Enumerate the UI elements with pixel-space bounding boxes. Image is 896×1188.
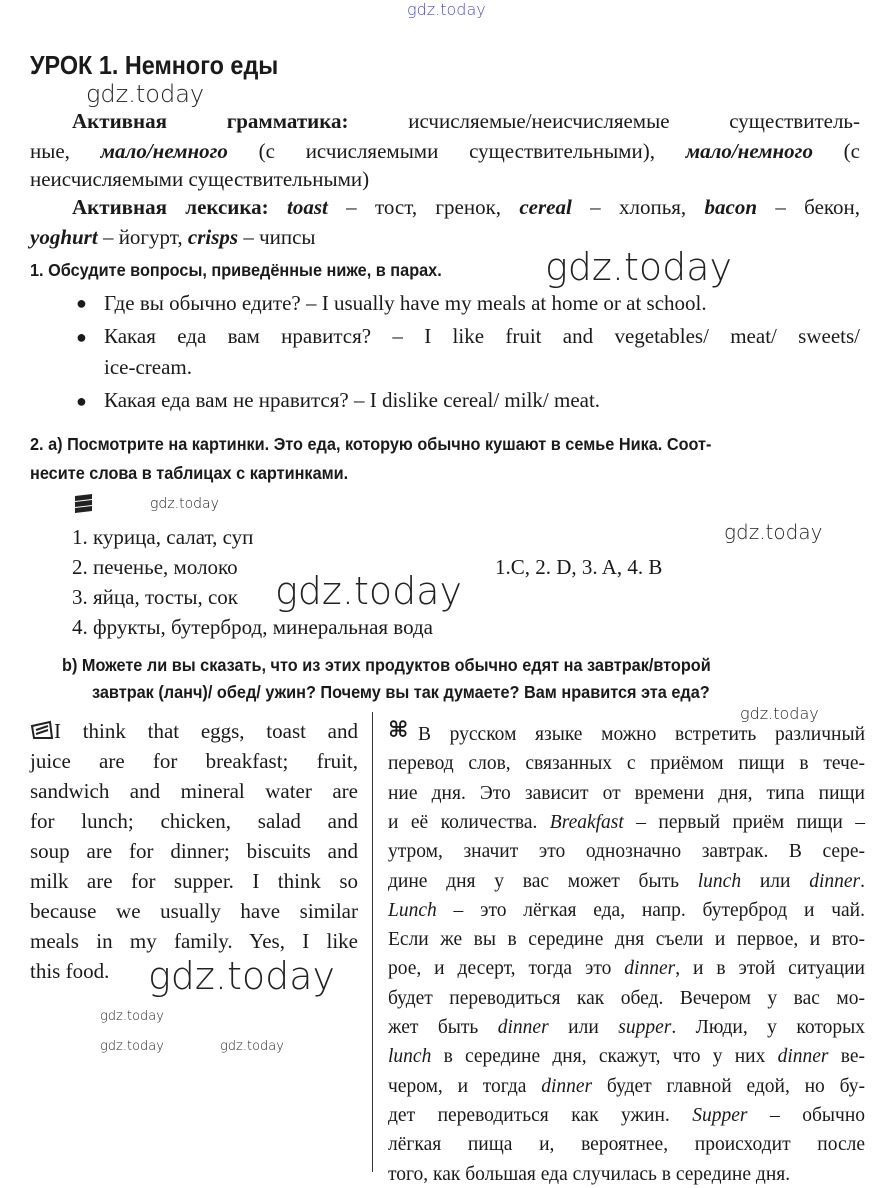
watermark: gdz.today: [148, 954, 335, 998]
text-segment: дет переводиться как ужин.: [388, 1104, 693, 1126]
text-line: [388, 869, 865, 895]
watermark: gdz.today: [545, 245, 732, 289]
text-segment: dinner: [541, 1075, 593, 1097]
list-item: Какая еда вам не нравится? – I dislike cereal/ milk/ meat.: [104, 388, 601, 412]
text-line: [388, 1015, 865, 1041]
text-segment: в середине дня, скажут, что у них: [431, 1046, 778, 1068]
text-segment: жет быть: [388, 1017, 498, 1038]
text-line: [388, 927, 865, 953]
text-segment: исчисляемые/неисчисляемые существитель-: [348, 109, 860, 133]
text-line: this food.: [30, 959, 110, 983]
text-segment: – тост, гренок,: [327, 195, 520, 219]
bullet-icon: ●: [76, 293, 87, 313]
text-segment: , и в этой ситуации: [675, 958, 865, 980]
text-segment: будет главной едой, но бу-: [592, 1075, 865, 1097]
list-item: Какая еда вам нравится? – I like fruit and vegetables/ meat/ sweets/: [104, 324, 860, 348]
text-segment: или: [548, 1017, 619, 1038]
book-icon: [72, 492, 96, 514]
text-segment: ные,: [30, 139, 101, 163]
watermark: gdz.today: [86, 80, 205, 108]
text-line: [388, 810, 865, 836]
text-line: for lunch; chicken, salad and: [30, 809, 358, 833]
bullet-icon: ●: [76, 327, 87, 347]
text-line: [388, 751, 865, 777]
text-line: [388, 1132, 865, 1158]
text-line: [388, 839, 865, 865]
text-segment: – чипсы: [238, 225, 316, 249]
text-segment: (с: [812, 139, 860, 163]
watermark: gdz.today: [150, 496, 219, 512]
page-title: УРОК 1. Немного еды: [30, 50, 279, 80]
text-line: [388, 1074, 865, 1100]
text-segment: – бекон,: [757, 195, 861, 219]
watermark: gdz.today: [724, 520, 823, 544]
text-line: [418, 722, 865, 748]
task2b-heading: b) Можете ли вы сказать, что из этих продуктов обычно едят на завтрак/второй: [62, 655, 711, 675]
text-segment: Активная лексика:: [72, 195, 269, 219]
text-segment: утром, значит это однозначно завтрак. В сере-: [388, 841, 865, 863]
text-segment: того, как большая еда случилась в середине дня.: [388, 1163, 791, 1185]
text-line: sandwich and mineral water are: [30, 779, 358, 803]
task2b-heading: завтрак (ланч)/ обед/ ужин? Почему вы так думаете? Вам нравится эта еда?: [92, 682, 710, 702]
text-line: [72, 108, 860, 134]
text-segment: Breakfast: [549, 811, 624, 833]
text-line: [388, 898, 865, 924]
text-segment: crisps: [187, 225, 239, 249]
text-line: soup are for dinner; biscuits and: [30, 839, 358, 863]
command-icon: ⌘: [388, 718, 409, 743]
text-segment: ние дня. Это зависит от времени дня, типа пищи: [388, 782, 865, 804]
text-segment: или: [741, 870, 810, 892]
text-line: [388, 1044, 865, 1070]
list-item: Где вы обычно едите? – I usually have my meals at home or at school.: [104, 291, 707, 315]
text-line: [388, 956, 865, 982]
text-segment: дине дня у вас может быть: [388, 870, 698, 892]
text-segment: .: [860, 870, 866, 892]
text-segment: – хлопья,: [571, 195, 705, 219]
text-line: milk are for supper. I think so: [30, 869, 358, 893]
watermark: gdz.today: [740, 704, 819, 723]
text-segment: cereal: [519, 195, 572, 219]
text-segment: yoghurt: [30, 225, 98, 249]
text-line: meals in my family. Yes, I like: [30, 929, 358, 953]
text-line: [30, 224, 316, 250]
text-segment: toast: [287, 195, 328, 219]
text-segment: . Люди, у которых: [671, 1017, 865, 1038]
text-segment: неисчисляемыми существительными): [30, 167, 370, 191]
text-segment: мало/немного: [685, 139, 813, 163]
text-segment: dinner: [624, 958, 676, 980]
answer: 1.C, 2. D, 3. A, 4. B: [495, 555, 663, 579]
text-segment: – это лёгкая еда, напр. бутерброд и чай.: [436, 899, 865, 921]
text-line: [388, 1103, 865, 1129]
text-segment: ве-: [828, 1046, 865, 1068]
task1-heading: 1. Обсудите вопросы, приведённые ниже, в парах.: [30, 260, 442, 280]
text-segment: Если же вы в середине дня съели и первое, и вто-: [388, 929, 865, 951]
text-line: juice are for breakfast; fruit,: [30, 749, 358, 773]
text-line: [388, 1162, 865, 1188]
text-line: [30, 138, 860, 164]
task2a-heading: несите слова в таблицах с картинками.: [30, 463, 349, 483]
list-item: 3. яйца, тосты, сок: [72, 585, 239, 609]
task2a-heading: 2. a) Посмотрите на картинки. Это еда, которую обычно кушают в семье Ника. Соот-: [30, 434, 712, 454]
text-segment: dinner: [497, 1017, 549, 1038]
text-segment: – обычно: [747, 1104, 865, 1126]
text-segment: Активная грамматика:: [72, 109, 349, 133]
text-line: because we usually have similar: [30, 899, 358, 923]
text-segment: lunch: [388, 1046, 432, 1068]
text-segment: Lunch: [388, 899, 437, 921]
text-segment: Supper: [692, 1104, 748, 1126]
watermark: gdz.today: [275, 569, 462, 613]
text-segment: lunch: [697, 870, 742, 892]
text-line: [72, 194, 860, 220]
text-segment: [269, 195, 287, 219]
text-line: [388, 986, 865, 1012]
text-segment: рое, и десерт, тогда это: [388, 958, 625, 980]
text-segment: лёгкая пища и, вероятнее, происходит после: [388, 1134, 865, 1156]
pencil-note-icon: [30, 720, 54, 740]
watermark: gdz.today: [100, 1039, 164, 1054]
text-segment: мало/немного: [100, 139, 228, 163]
text-segment: bacon: [704, 195, 758, 219]
text-line: [388, 781, 865, 807]
text-segment: supper: [618, 1017, 672, 1038]
text-segment: dinner: [809, 870, 861, 892]
text-segment: будет переводиться как обед. Вечером у вас мо-: [388, 987, 865, 1009]
text-line: [30, 166, 369, 192]
list-item: 4. фрукты, бутерброд, минеральная вода: [72, 615, 433, 639]
list-item: 2. печенье, молоко: [72, 555, 238, 579]
text-segment: В русском языке можно встретить различный: [418, 724, 865, 745]
text-segment: чером, и тогда: [388, 1075, 542, 1097]
text-segment: (с исчисляемыми существительными),: [227, 139, 686, 163]
text-segment: – первый приём пищи –: [623, 811, 865, 833]
watermark: gdz.today: [100, 1009, 164, 1024]
text-line: I think that eggs, toast and: [54, 719, 358, 743]
text-segment: dinner: [777, 1046, 829, 1068]
text-segment: и её количества.: [388, 811, 550, 833]
list-item: ice-cream.: [104, 355, 193, 379]
bullet-icon: ●: [76, 391, 87, 411]
watermark: gdz.today: [407, 0, 486, 19]
text-segment: перевод слов, связанных с приёмом пищи в тече-: [388, 753, 865, 775]
watermark: gdz.today: [220, 1039, 284, 1054]
text-segment: – йогурт,: [97, 225, 188, 249]
column-divider: [372, 712, 373, 1172]
list-item: 1. курица, салат, суп: [72, 525, 254, 549]
